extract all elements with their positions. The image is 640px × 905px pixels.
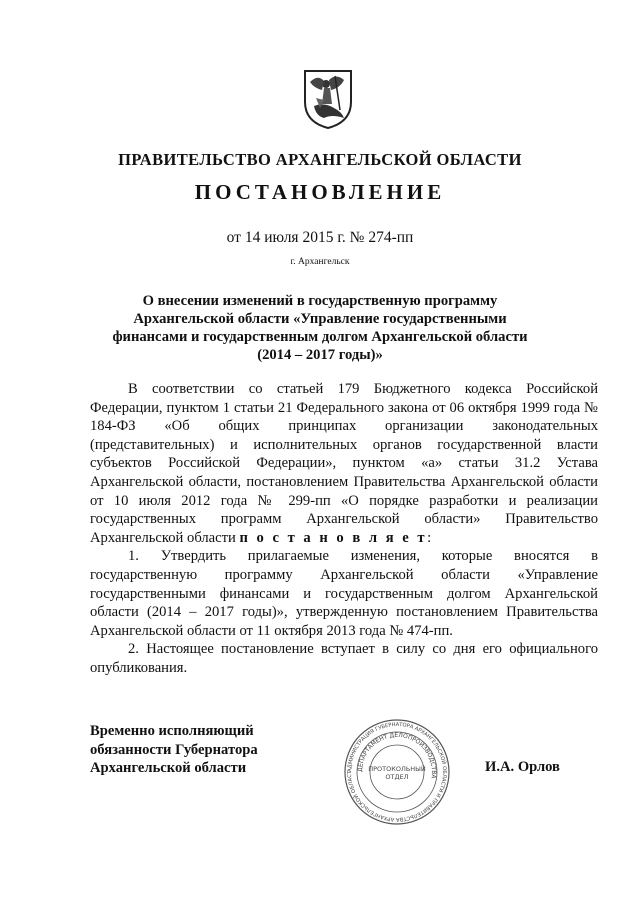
position-line: Архангельской области	[90, 760, 247, 777]
document-title	[90, 292, 550, 364]
government-name: ПРАВИТЕЛЬСТВО АРХАНГЕЛЬСКОЙ ОБЛАСТИ	[118, 150, 522, 169]
resolves-colon: :	[427, 529, 432, 546]
position-line: Временно исполняющий	[90, 723, 254, 739]
preamble-text: В соответствии со статьей 179 Бюджетного кодекса Российской Федерации, пунктом 1 статьи 21 Федерального закона от 06 октября 1999 года № 184-ФЗ «Об общих принципах организации законодательных (представительных) и исполнительных органов государственной власти субъектов Российской Федерации», пунктом «а» статьи 31.2 Устава Архангельской области, постановлением Правительства Архангельской области от 10 июля 2012 года № 299-пп «О порядке разработки и реализации государственных программ Архангельской области» Правительство Архангельской области	[90, 381, 598, 546]
official-stamp	[343, 718, 451, 826]
item-paragraph: 1. Утвердить прилагаемые изменения, которые вносятся в государственную программу Архангельской области «Управление государственными финансами и государственным долгом Архангельской области (2014 – 2017 годы)», утвержденную постановлением Правительства Архангельской области от 11 октября 2013 года № 474-пп.	[90, 548, 598, 639]
title-line: Архангельской области «Управление государственными	[133, 311, 507, 327]
position-line: обязанности Губернатора	[90, 741, 258, 758]
date-number: от 14 июля 2015 г. № 274-пп	[226, 229, 414, 246]
title-line: финансами и государственным долгом Архангельской области	[112, 329, 528, 345]
stamp-center-line: ОТДЕЛ	[385, 773, 409, 781]
document-body	[90, 380, 598, 678]
stamp-center-line: ПРОТОКОЛЬНЫЙ	[368, 765, 426, 773]
coat-of-arms-icon	[302, 68, 354, 130]
signatory-position	[90, 722, 258, 778]
city: г. Архангельск	[290, 257, 350, 267]
title-line: О внесении изменений в государственную программу	[142, 293, 498, 309]
signatory-name: И.А. Орлов	[485, 759, 560, 775]
resolves-word: п о с т а н о в л я е т	[239, 529, 428, 546]
stamp-outer-text: АДМИНИСТРАЦИЯ ГУБЕРНАТОРА АРХАНГЕЛЬСКОЙ ОБЛАСТИ И ПРАВИТЕЛЬСТВА АРХАНГЕЛЬСКОЙ ОБЛАСТ	[346, 721, 448, 823]
preamble-paragraph	[90, 380, 598, 547]
item-paragraph: 2. Настоящее постановление вступает в силу со дня его официального опубликования.	[90, 641, 598, 676]
document-type: ПОСТАНОВЛЕНИЕ	[194, 180, 446, 204]
stamp-ring-text: ДЕПАРТАМЕНТ ДЕЛОПРОИЗВОДСТВА	[356, 731, 438, 780]
title-line: (2014 – 2017 годы)»	[257, 347, 383, 363]
